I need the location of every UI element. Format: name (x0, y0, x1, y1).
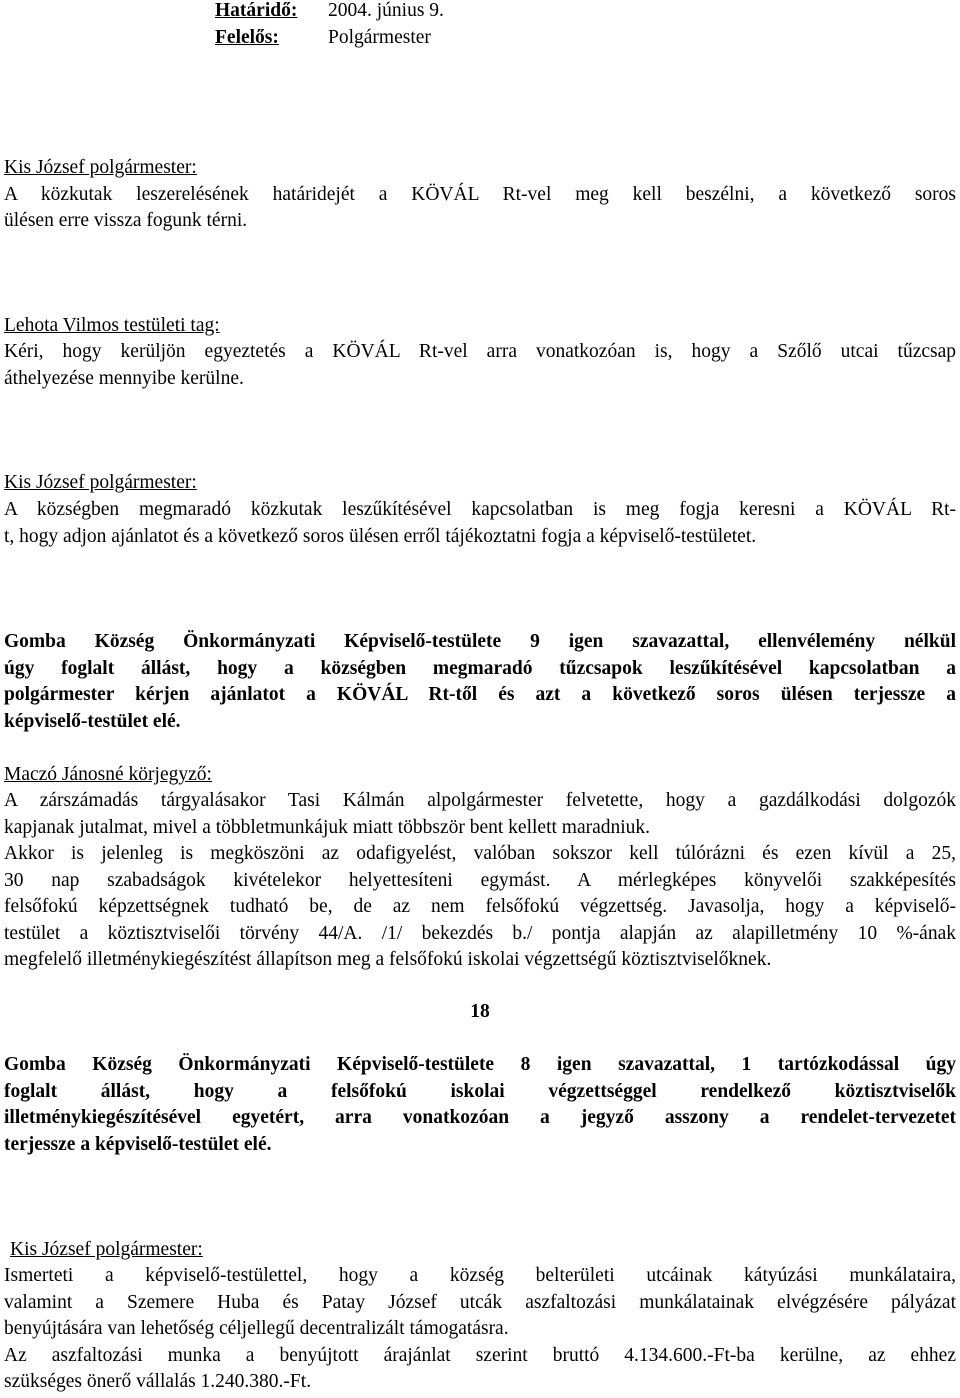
text-line: Kéri, hogy kerüljön egyeztetés a KÖVÁL Rt-vel arra vonatkozóan is, hogy a Szőlő utcai tűzcsap (4, 341, 956, 362)
speaker-heading: Lehota Vilmos testületi tag: (4, 315, 220, 336)
speaker-heading: Maczó Jánosné körjegyző: (4, 764, 212, 785)
deadline-label: Határidő: (215, 0, 298, 21)
text-line: A községben megmaradó közkutak leszűkítésével kapcsolatban is meg fogja keresni a KÖVÁL Rt- (4, 499, 956, 520)
text-line: szükséges önerő vállalás 1.240.380.-Ft. (4, 1371, 312, 1392)
resolution-line: úgy foglalt állást, hogy a községben megmaradó tűzcsapok leszűkítésével kapcsolatban a (4, 658, 956, 679)
resolution-line: Gomba Község Önkormányzati Képviselő-testülete 8 igen szavazattal, 1 tartózkodással úgy (4, 1054, 956, 1075)
text-line: megfelelő illetménykiegészítést állapítson meg a felsőfokú iskolai végzettségű köztisztviselőknek. (4, 949, 772, 970)
deadline-value: 2004. június 9. (328, 0, 444, 21)
text-line: kapjanak jutalmat, mivel a többletmunkájuk miatt többször bent kellett maradniuk. (4, 817, 651, 838)
responsible-label: Felelős: (215, 27, 279, 48)
responsible-value: Polgármester (328, 27, 431, 48)
text-line: benyújtására van lehetőség céljellegű decentralizált támogatásra. (4, 1318, 509, 1339)
resolution-line: terjessze a képviselő-testület elé. (4, 1134, 272, 1155)
resolution-line: illetménykiegészítésével egyetért, arra vonatkozóan a jegyző asszony a rendelet-tervezetet (4, 1107, 956, 1128)
text-line: valamint a Szemere Huba és Patay József utcák aszfaltozási munkálatainak elvégzésére pályázat (4, 1292, 956, 1313)
text-line: áthelyezése mennyibe kerülne. (4, 368, 244, 389)
text-line: Ismerteti a képviselő-testülettel, hogy a község belterületi utcáinak kátyúzási munkálataira, (4, 1265, 956, 1286)
text-line: A közkutak leszerelésének határidejét a KÖVÁL Rt-vel meg kell beszélni, a következő soros (4, 184, 956, 205)
resolution-line: képviselő-testület elé. (4, 711, 181, 732)
text-line: t, hogy adjon ajánlatot és a következő soros ülésen erről tájékoztatni fogja a képviselő-testületet. (4, 526, 757, 547)
speaker-heading: Kis József polgármester: (4, 157, 197, 178)
resolution-line: Gomba Község Önkormányzati Képviselő-testülete 9 igen szavazattal, ellenvélemény nélkül (4, 631, 956, 652)
text-line: A zárszámadás tárgyalásakor Tasi Kálmán alpolgármester felvetette, hogy a gazdálkodási dolgozók (4, 790, 956, 811)
text-line: 30 nap szabadságok kivételekor helyettesíteni egymást. A mérlegképes könyvelői szakképesítés (4, 870, 956, 891)
text-line: Az aszfaltozási munka a benyújtott árajánlat szerint bruttó 4.134.600.-Ft-ba kerülne, az ehhez (4, 1345, 956, 1366)
resolution-line: polgármester kérjen ajánlatot a KÖVÁL Rt-től és azt a következő soros ülésen terjessze a (4, 684, 956, 705)
text-line: ülésen erre vissza fogunk térni. (4, 210, 248, 231)
text-line: Akkor is jelenleg is megköszöni az odafigyelést, valóban sokszor kell túlórázni és ezen kívül a 25, (4, 843, 956, 864)
speaker-heading: Kis József polgármester: (4, 472, 197, 493)
resolution-line: foglalt állást, hogy a felsőfokú iskolai végzettséggel rendelkező köztisztviselők (4, 1081, 956, 1102)
page-number: 18 (470, 1001, 490, 1022)
text-line: testület a köztisztviselői törvény 44/A. /1/ bekezdés b./ pontja alapján az alapilletmény 10 %-ának (4, 923, 956, 944)
text-line: felsőfokú képzettségnek tudható be, de az nem felsőfokú végzettség. Javasolja, hogy a képviselő- (4, 896, 956, 917)
speaker-heading: Kis József polgármester: (10, 1239, 203, 1260)
